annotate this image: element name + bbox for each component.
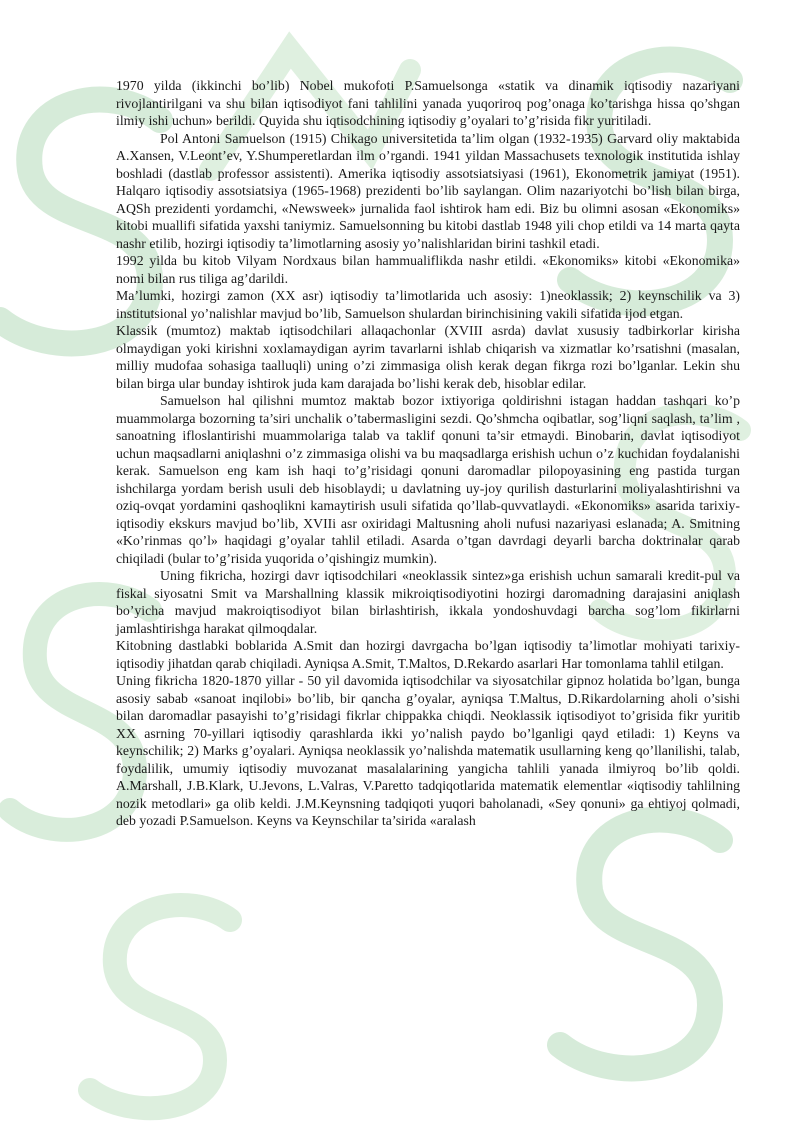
paragraph: Uning fikricha 1820-1870 yillar - 50 yil davomida iqtisodchilar va siyosatchilar gipnoz holatida bo’lgan, bunga asosiy sabab «sanoat inqilobi» bo’lib, bir qancha g’oyalar, ayniqsa T.Maltus, D.Rikardolarning aholi o’sishi bilan daromadlar pasayishi to’g’risidagi fikrlar chippakka chiqdi. Neoklassik iqtisodiyot to’grisida fikr yuritib XX asrning 70-yillari iqtisodiy qarashlarda ikki yo’nalish paydo bo’lganligi qayd etiladi: 1) Keyns va keynschilik; 2) Marks g’oyalari. Ayniqsa neoklassik yo’nalishda matematik usullarning keng qo’llanilishi, talab, foydalilik, umumiy iqtisodiy muvozanat masalalarining yangicha tahlili yanada ilmiyroq bo’lib qoldi. A.Marshall, J.B.Klark, U.Jevons, L.Valras, V.Paretto tadqiqotlarida matematik elementlar «iqtisodiy tahlilning nozik metodlari» ga olib keldi. J.M.Keynsning tadqiqoti yuqori baholanadi, «Sey qonuni» ga ehtiyoj qolmadi, deb yozadi P.Samuelson. Keyns va Keynschilar ta’sirida «aralash bbox=[116, 673, 740, 828]
paragraph: Ma’lumki, hozirgi zamon (XX asr) iqtisodiy ta’limotlarida uch asosiy: 1)neoklassik; 2) keynschilik va 3) institutsional yo’nalishlar mavjud bo’lib, Samuelson shulardan birinchisining vakili sifatida ijod etgan. bbox=[116, 288, 740, 321]
watermark-logo-icon bbox=[40, 880, 280, 1130]
paragraph: Uning fikricha, hozirgi davr iqtisodchilari «neoklassik sintez»ga erishish uchun samarali kredit-pul va fiskal siyosatni Smit va Marshallning klassik mikroiqtisodiyotini hozirgi daromadning darajasini aniqlash bo’yicha mavjud makroiqtisodiyot bilan birlashtirish, ikkala yondoshuvdagi barcha sog’lom fikirlarni jamlashtirishga harakat qilmoqdalar. bbox=[116, 568, 740, 636]
paragraph: Klassik (mumtoz) maktab iqtisodchilari allaqachonlar (XVIII asrda) davlat xususiy tadbirkorlar kirisha olmaydigan yoki kirishni xoxlamaydigan ayrim tavarlarni ishlab chiqarish va xizmatlar ko’rsatishni (masalan, milliy mudofaa sohasiga taalluqli) uning o’zi zimmasiga olish kerak degan fikrga rozi bo’lganlar. Lekin shu bilan birga ular bunday ishtirok juda kam darajada bo’lishi kerak deb, hisoblar edilar. bbox=[116, 323, 740, 391]
paragraph: Samuelson hal qilishni mumtoz maktab bozor ixtiyoriga qoldirishni istagan haddan tashqari ko’p muammolarga bozorning ta’siri unchalik o’tabermasligini sezdi. Qo’shmcha oqibatlar, sog’liqni saqlash, ta’lim , sanoatning ifloslantirishi muammolariga talab va taklif qonuni ta’sir etmaydi. Binobarin, davlat iqtisodiyot uchun maqsadlarni aniqlashni o’z zimmasiga olishi va bu maqsadlarga erishish uchun o’z kuchidan foydalanishi kerak. Samuelson eng kam ish haqi to’g’risidagi qonuni daromadlar pilopoyasining eng pastida turgan ishchilarga yordam berish usuli deb hisoblaydi; u davlatning uy-joy qurilish dasturlarini moliyalashtirishni va oziq-ovqat yordamini qashoqlikni kamaytirish usuli sifatida qo’llab-quvvatlaydi. «Ekonomiks» asarida tarixiy- iqtisodiy ekskurs mavjud bo’lib, XVIIi asr oxiridagi Maltusning aholi nufusi nazariyasi eslanada; A. Smitning «Ko’rinmas qo’l» haqidagi g’oyalar tahlil etiladi. Asarda o’tgan davrdagi deyarli barcha doktrinalar qarab chiqiladi (bular to’g’risida yuqorida o’qishingiz mumkin). bbox=[116, 393, 740, 566]
paragraph: 1970 yilda (ikkinchi bo’lib) Nobel mukofoti P.Samuelsonga «statik va dinamik iqtisodiy nazariyani rivojlantirilgani va shu bilan iqtisodiyot fani tahlilini yanada yuqoriroq pog’onaga ko’tarishga hissa qo’shgan ilmiy ishi uchun» berildi. Quyida shu iqtisodchining iqtisodiy g’oyalari to’g’risida fikr yuritiladi. bbox=[116, 78, 740, 128]
paragraph: 1992 yilda bu kitob Vilyam Nordxaus bilan hammualiflikda nashr etildi. «Ekonomiks» kitobi «Ekonomika» nomi bilan rus tiliga ag’darildi. bbox=[116, 253, 740, 286]
paragraph: Kitobning dastlabki boblarida A.Smit dan hozirgi davrgacha bo’lgan iqtisodiy ta’limotlar mohiyati tarixiy-iqtisodiy jihatdan qarab chiqiladi. Ayniqsa A.Smit, T.Maltos, D.Rekardo asarlari Har tomonlama tahlil etilgan. bbox=[116, 638, 740, 671]
paragraph: Pol Antoni Samuelson (1915) Chikago universitetida ta’lim olgan (1932-1935) Garvard oliy maktabida A.Xansen, V.Leont’ev, Y.Shumperetlardan ilm o’rgandi. 1941 yildan Massachusets texnologik institutida ishlay boshladi (dastlab professor assistenti). Amerika iqtisodiy assotsiatsiyasi (1961), Ekonometrik jamiyat (1951). Halqaro iqtisodiy assotsiatsiya (1965-1968) prezidenti bo’lib saylangan. Olim nazariyotchi bo’lish bilan birga, AQSh prezidenti yordamchi, «Newsweek» jurnalida faol ishtirok ham edi. Biz bu olimni asosan «Ekonomiks» kitobi muallifi sifatida yaxshi taniymiz. Samuelsonning bu kitobi dastlab 1948 yili chop etildi va 14 marta qayta nashr etilib, hozirgi iqtisodiy ta’limotlarning asosiy yo’nalishlaridan birini tashkil etadi. bbox=[116, 130, 740, 251]
document-body bbox=[116, 77, 740, 830]
